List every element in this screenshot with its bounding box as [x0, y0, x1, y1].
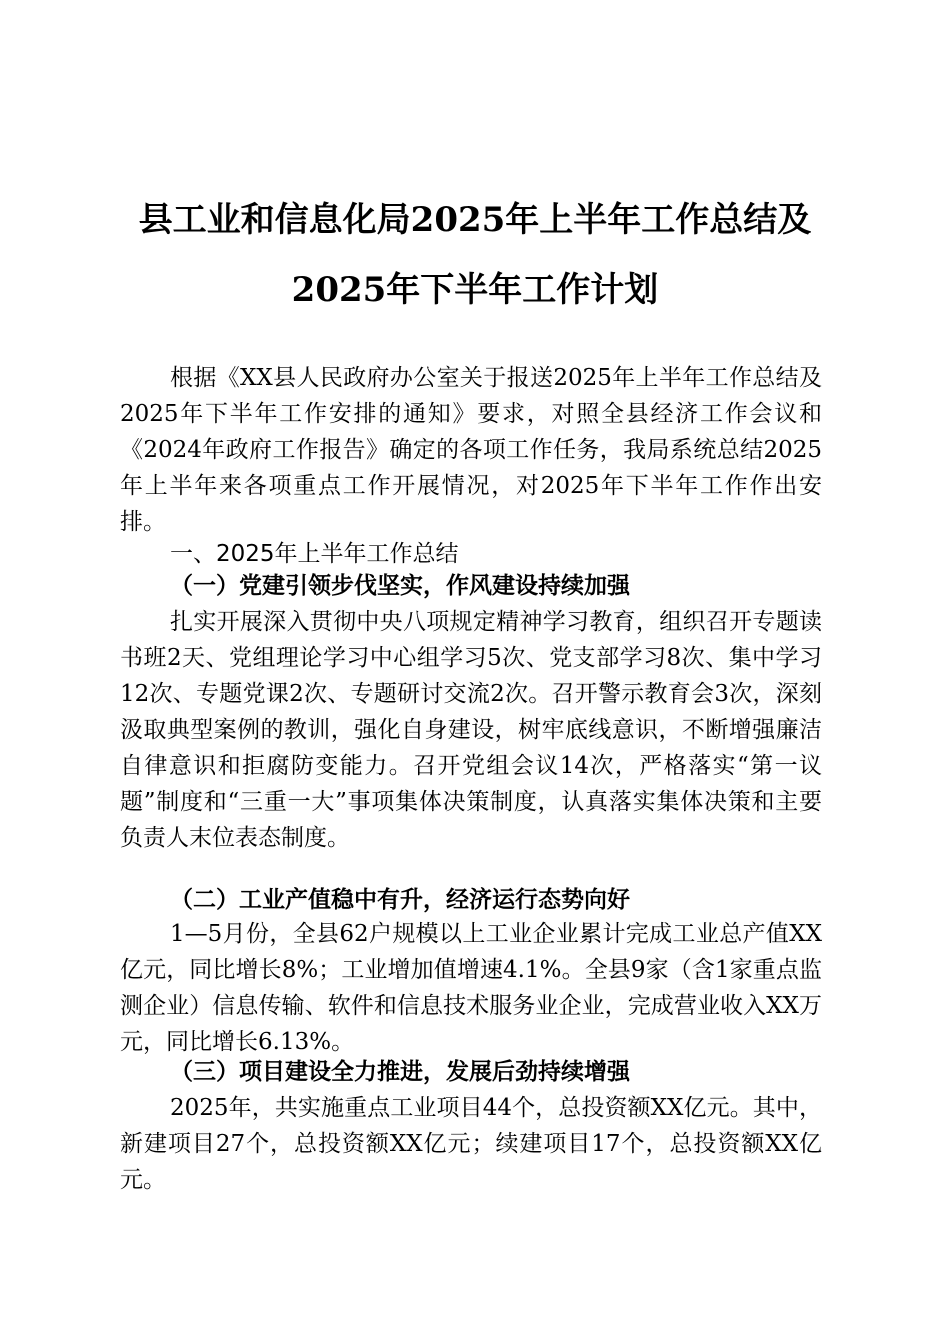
paragraph-party-building: 扎实开展深入贯彻中央八项规定精神学习教育，组织召开专题读书班2天、党组理论学习中心组学习5次、党支部学习8次、集中学习12次、专题党课2次、专题研讨交流2次。召开警示教育会3次，深刻汲取典型案例的教训，强化自身建设，树牢底线意识，不断增强廉洁自律意识和拒腐防变能力。召开党组会议14次，严格落实“第一议题”制度和“三重一大”事项集体决策制度，认真落实集体决策和主要负责人末位表态制度。: [120, 609, 822, 851]
section-heading-1: 一、2025年上半年工作总结: [170, 541, 459, 567]
intro-paragraph: 根据《XX县人民政府办公室关于报送2025年上半年工作总结及2025年下半年工作安排的通知》要求，对照全县经济工作会议和《2024年政府工作报告》确定的各项工作任务，我局系统总结2025年上半年来各项重点工作开展情况，对2025年下半年工作作出安排。: [120, 365, 822, 535]
subsection-heading-industrial-output: （二）工业产值稳中有升，经济运行态势向好: [170, 886, 630, 913]
paragraph-industrial-output: 1—5月份，全县62户规模以上工业企业累计完成工业总产值XX亿元，同比增长8%；工业增加值增速4.1%。全县9家（含1家重点监测企业）信息传输、软件和信息技术服务业企业，完成营业收入XX万元，同比增长6.13%。: [120, 921, 822, 1055]
subsection-heading-project-construction: （三）项目建设全力推进，发展后劲持续增强: [170, 1058, 630, 1085]
document-title-line-1: 县工业和信息化局2025年上半年工作总结及: [138, 200, 812, 240]
paragraph-project-construction: 2025年，共实施重点工业项目44个，总投资额XX亿元。其中，新建项目27个，总投资额XX亿元；续建项目17个，总投资额XX亿元。: [120, 1095, 822, 1193]
document-title-line-2: 2025年下半年工作计划: [291, 270, 659, 310]
subsection-heading-party-building: （一）党建引领步伐坚实，作风建设持续加强: [170, 572, 630, 599]
